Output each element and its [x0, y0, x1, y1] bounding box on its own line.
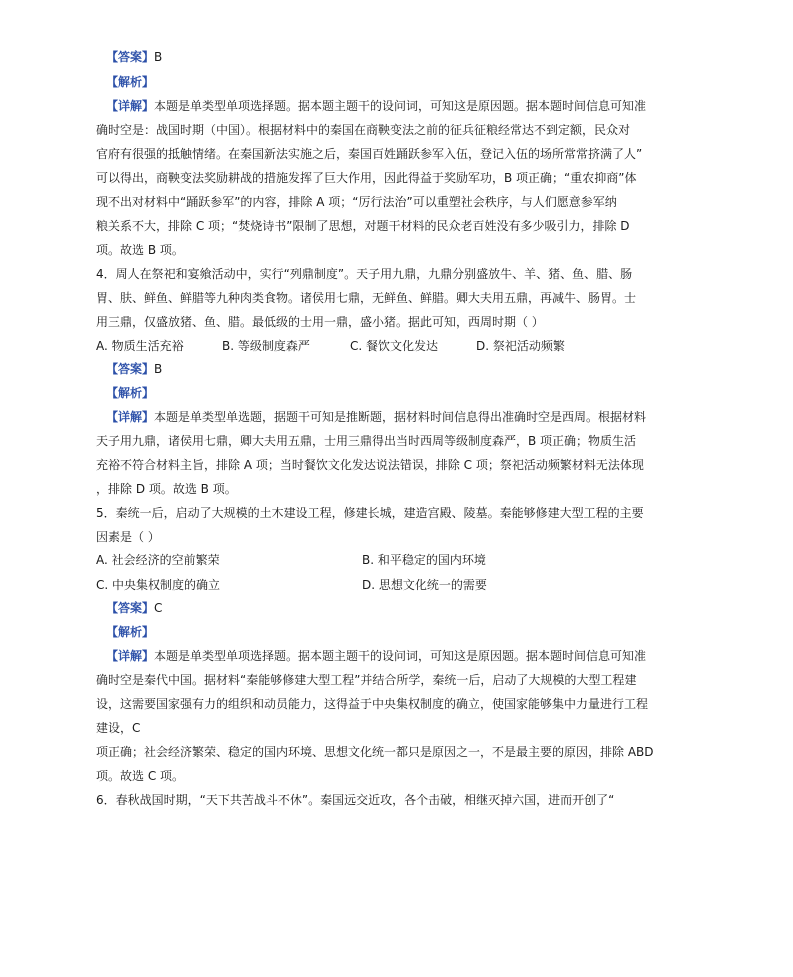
question-stem-line: 因素是（ ）: [96, 530, 160, 544]
option-c: C. 中央集权制度的确立: [96, 578, 221, 592]
analysis-tag: 【解析】: [106, 386, 155, 400]
answer-value: B: [154, 362, 163, 376]
answer-tag: 【答案】: [106, 601, 155, 615]
detail-text: 本题是单类型单项选择题。据本题主题干的设问词，可知这是原因题。据本题时间信息可知准: [154, 99, 647, 113]
question-stem-line: 4．周人在祭祀和宴飨活动中，实行“列鼎制度”。天子用九鼎，九鼎分别盛放牛、羊、猪、鱼、腊、肠: [96, 267, 633, 281]
detail-line: 天子用九鼎，诸侯用七鼎，卿大夫用五鼎，士用三鼎得出当时西周等级制度森严，B 项正确；物质生活: [96, 434, 637, 448]
answer-value: B: [154, 50, 163, 64]
detail-line: [106, 649, 646, 663]
answer-tag: 【答案】: [106, 50, 155, 64]
detail-line: 确时空是：战国时期（中国）。根据材料中的秦国在商鞅变法之前的征兵征粮经常达不到定额，民众对: [96, 123, 631, 137]
q4-answer-line: [106, 362, 162, 376]
option-b: B. 和平稳定的国内环境: [362, 553, 486, 567]
answer-value: C: [154, 601, 163, 615]
option-d: D. 思想文化统一的需要: [362, 578, 487, 592]
detail-line: 项正确；社会经济繁荣、稳定的国内环境、思想文化统一都只是原因之一，不是最主要的原因，排除 ABD: [96, 745, 654, 759]
question-stem-line: 胃、肤、鲜鱼、鲜腊等九种肉类食物。诸侯用七鼎，无鲜鱼、鲜腊。卿大夫用五鼎，再减牛、肠胃。士: [96, 291, 637, 305]
detail-line: 现不出对材料中“踊跃参军”的内容，排除 A 项；“厉行法治”可以重塑社会秩序，与人们愿意参军纳: [96, 195, 617, 209]
question-stem-line: 6．春秋战国时期，“天下共苦战斗不休”。秦国远交近攻，各个击破，相继灭掉六国，进而开创了“: [96, 793, 615, 807]
detail-tag: 【详解】: [106, 99, 155, 113]
detail-line: 官府有很强的抵触情绪。在秦国新法实施之后，秦国百姓踊跃参军入伍，登记入伍的场所常常挤满了人”: [96, 147, 643, 161]
detail-line: 确时空是秦代中国。据材料“秦能够修建大型工程”并结合所学，秦统一后，启动了大规模的大型工程建: [96, 673, 637, 687]
detail-line: 设，这需要国家强有力的组织和动员能力，这得益于中央集权制度的确立，使国家能够集中力量进行工程: [96, 697, 649, 711]
analysis-tag: 【解析】: [106, 75, 155, 89]
detail-line: 粮关系不大，排除 C 项；“焚烧诗书”限制了思想，对题干材料的民众老百姓没有多少吸引力，排除 D: [96, 219, 630, 233]
detail-line: 项。故选 B 项。: [96, 243, 184, 257]
detail-line: [106, 410, 646, 424]
option-a: A. 社会经济的空前繁荣: [96, 553, 220, 567]
detail-line: ，排除 D 项。故选 B 项。: [96, 482, 237, 496]
detail-tag: 【详解】: [106, 410, 155, 424]
answer-tag: 【答案】: [106, 362, 155, 376]
detail-line: 建设，C: [96, 721, 141, 735]
detail-line: 充裕不符合材料主旨，排除 A 项；当时餐饮文化发达说法错误，排除 C 项；祭祀活动频繁材料无法体现: [96, 458, 644, 472]
option-c: C. 餐饮文化发达: [350, 339, 439, 353]
detail-line: 可以得出，商鞅变法奖励耕战的措施发挥了巨大作用，因此得益于奖励军功，B 项正确；“重农抑商”体: [96, 171, 637, 185]
option-b: B. 等级制度森严: [222, 339, 310, 353]
detail-text: 本题是单类型单选题，据题干可知是推断题，据材料时间信息得出准确时空是西周。根据材料: [154, 410, 647, 424]
detail-text: 本题是单类型单项选择题。据本题主题干的设问词，可知这是原因题。据本题时间信息可知准: [154, 649, 647, 663]
option-d: D. 祭祀活动频繁: [476, 339, 565, 353]
detail-tag: 【详解】: [106, 649, 155, 663]
detail-line: 项。故选 C 项。: [96, 769, 185, 783]
option-a: A. 物质生活充裕: [96, 339, 184, 353]
analysis-tag: 【解析】: [106, 625, 155, 639]
detail-line: [106, 99, 646, 113]
q5-answer-line: [106, 601, 162, 615]
q3-answer-line: [106, 50, 162, 64]
question-stem-line: 5．秦统一后，启动了大规模的土木建设工程，修建长城，建造宫殿、陵墓。秦能够修建大型工程的主要: [96, 506, 644, 520]
question-stem-line: 用三鼎，仅盛放猪、鱼、腊。最低级的士用一鼎，盛小猪。据此可知，西周时期（ ）: [96, 315, 544, 329]
